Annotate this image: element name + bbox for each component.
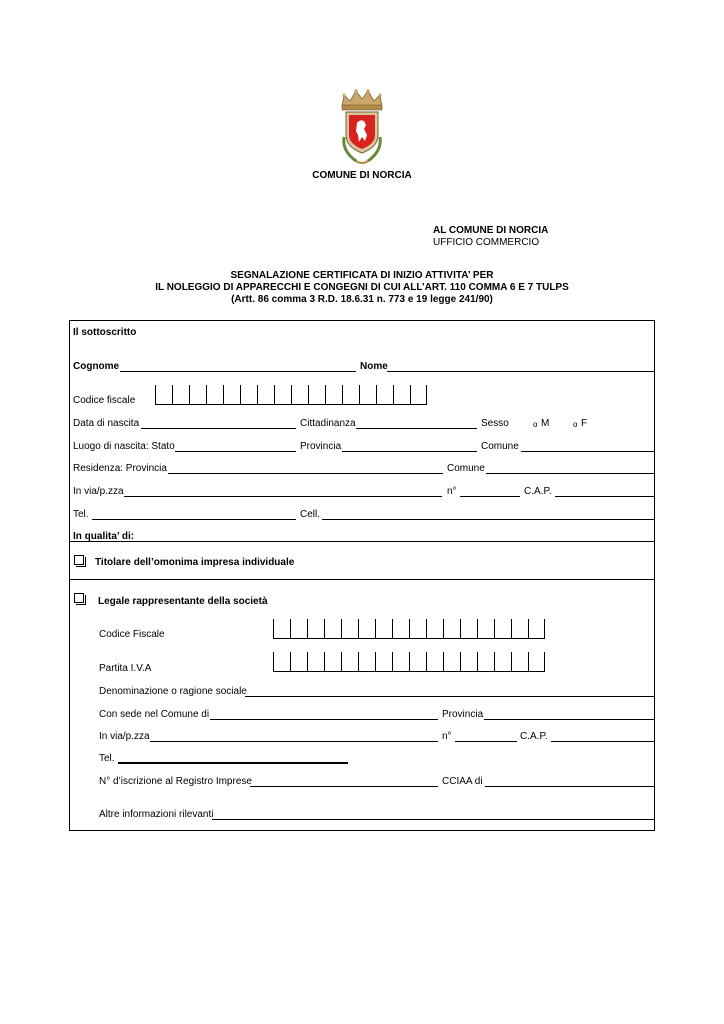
sesso-m-radio[interactable]: o xyxy=(533,420,538,429)
codice-fiscale-soc-cells[interactable] xyxy=(273,619,545,639)
titolare-label: Titolare dell’omonima impresa individuale xyxy=(95,557,295,568)
partita-iva-cells[interactable] xyxy=(273,652,545,672)
document-title-line-3: (Artt. 86 comma 3 R.D. 18.6.31 n. 773 e 19 legge 241/90) xyxy=(231,294,493,305)
cognome-label: Cognome xyxy=(73,361,120,372)
legale-checkbox[interactable] xyxy=(74,593,84,603)
data-nascita-field[interactable] xyxy=(141,428,296,429)
section-divider xyxy=(69,541,655,542)
sede-provincia-field[interactable] xyxy=(484,719,655,720)
sesso-m-label: M xyxy=(541,418,550,429)
recipient-line-2: UFFICIO COMMERCIO xyxy=(433,237,540,248)
comune-coat-of-arms xyxy=(334,85,390,169)
sottoscritto-label: Il sottoscritto xyxy=(73,327,137,338)
cciaa-field[interactable] xyxy=(485,786,655,787)
partita-iva-label: Partita I.V.A xyxy=(99,663,152,674)
document-title-line-2: IL NOLEGGIO DI APPARECCHI E CONGEGNI DI CUI ALL’ART. 110 COMMA 6 E 7 TULPS xyxy=(155,282,569,293)
sede-cap-label: C.A.P. xyxy=(520,731,548,742)
cell-label: Cell. xyxy=(300,509,321,520)
residenza-comune-field[interactable] xyxy=(486,473,655,474)
numero-field[interactable] xyxy=(460,496,520,497)
sede-comune-field[interactable] xyxy=(210,719,438,720)
sede-label: Con sede nel Comune di xyxy=(99,709,210,720)
residenza-provincia-field[interactable] xyxy=(168,473,443,474)
sede-numero-label: n° xyxy=(442,731,452,742)
in-qualita-label: In qualita’ di: xyxy=(73,531,135,542)
legale-label: Legale rappresentante della società xyxy=(98,596,268,607)
cognome-field[interactable] xyxy=(120,371,356,372)
sesso-f-radio[interactable]: o xyxy=(573,420,578,429)
sesso-label: Sesso xyxy=(481,418,509,429)
tel-label: Tel. xyxy=(73,509,89,520)
nome-label: Nome xyxy=(360,361,388,372)
cittadinanza-field[interactable] xyxy=(356,428,477,429)
numero-label: n° xyxy=(447,486,457,497)
provincia-nascita-label: Provincia xyxy=(300,441,342,452)
cciaa-label: CCIAA di xyxy=(442,776,483,787)
stato-nascita-field[interactable] xyxy=(175,451,296,452)
cell-field[interactable] xyxy=(322,519,655,520)
sede-via-label: In via/p.zza xyxy=(99,731,150,742)
sede-tel-label: Tel. xyxy=(99,753,115,764)
luogo-nascita-label: Luogo di nascita: Stato xyxy=(73,441,175,452)
cap-label: C.A.P. xyxy=(524,486,552,497)
document-title-line-1: SEGNALAZIONE CERTIFICATA DI INIZIO ATTIVITA’ PER xyxy=(230,270,494,281)
sede-numero-field[interactable] xyxy=(455,741,517,742)
cittadinanza-label: Cittadinanza xyxy=(300,418,356,429)
nome-field[interactable] xyxy=(387,371,655,372)
codice-fiscale-label: Codice fiscale xyxy=(73,395,136,406)
iscrizione-label: N° d’iscrizione al Registro Imprese xyxy=(99,776,252,787)
provincia-nascita-field[interactable] xyxy=(342,451,477,452)
altre-info-label: Altre informazioni rilevanti xyxy=(99,809,214,820)
via-label: In via/p.zza xyxy=(73,486,124,497)
sede-tel-field[interactable] xyxy=(118,762,348,764)
altre-info-field[interactable] xyxy=(212,819,655,820)
sede-provincia-label: Provincia xyxy=(442,709,484,720)
residenza-label: Residenza: Provincia xyxy=(73,463,167,474)
recipient-line-1: AL COMUNE DI NORCIA xyxy=(433,225,549,236)
cap-field[interactable] xyxy=(555,496,655,497)
sede-cap-field[interactable] xyxy=(551,741,655,742)
residenza-comune-label: Comune xyxy=(447,463,485,474)
section-divider xyxy=(69,579,655,580)
comune-nascita-label: Comune xyxy=(481,441,519,452)
comune-nascita-field[interactable] xyxy=(521,451,655,452)
denominazione-field[interactable] xyxy=(245,696,655,697)
codice-fiscale-cells[interactable] xyxy=(155,385,427,405)
data-nascita-label: Data di nascita xyxy=(73,418,140,429)
iscrizione-field[interactable] xyxy=(250,786,438,787)
tel-field[interactable] xyxy=(92,519,296,520)
codice-fiscale-soc-label: Codice Fiscale xyxy=(99,629,165,640)
via-field[interactable] xyxy=(124,496,442,497)
titolare-checkbox[interactable] xyxy=(74,555,84,565)
sede-via-field[interactable] xyxy=(150,741,438,742)
denominazione-label: Denominazione o ragione sociale xyxy=(99,686,247,697)
sesso-f-label: F xyxy=(581,418,588,429)
comune-name: COMUNE DI NORCIA xyxy=(312,170,412,181)
